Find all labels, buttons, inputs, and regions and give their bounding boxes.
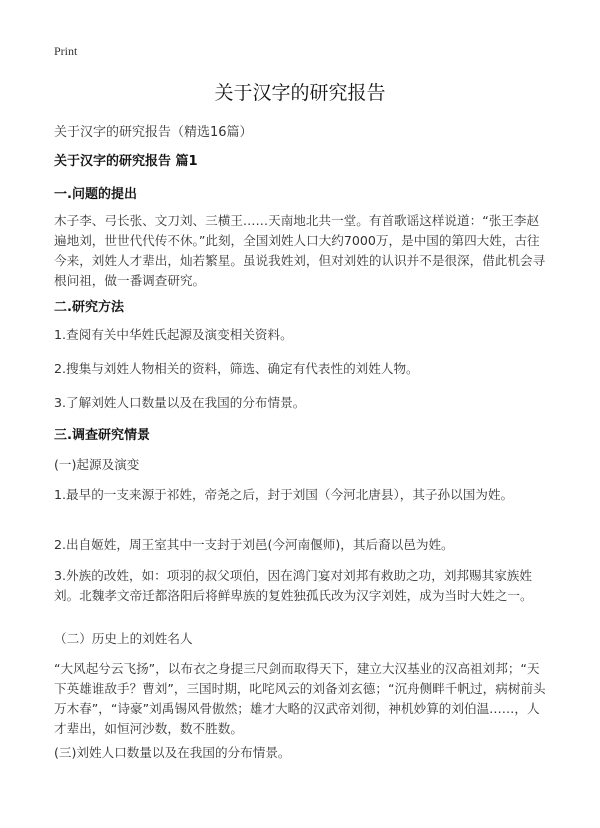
document-subtitle: 关于汉字的研究报告（精选16篇） — [54, 125, 253, 140]
origin-item-1: 1.最早的一支来源于祁姓，帝尧之后，封于刘国（今河北唐县），其子孙以国为姓。 — [54, 487, 514, 502]
page-title: 关于汉字的研究报告 — [214, 82, 386, 104]
method-item-1: 1.查阅有关中华姓氏起源及演变相关资料。 — [54, 327, 293, 342]
print-link[interactable]: Print — [54, 44, 78, 58]
section-paragraph-problem: 木子李、弓长张、文刀刘、三横王……天南地北共一堂。有首歌谣这样说道：“张王李赵遍地刘，世世代代传不休。”此刻，全国刘姓人口大约7000万，是中国的第四大姓，古往今来，刘姓人才辈出，灿若繁星。虽说我姓刘，但对刘姓的认识并不是很深，借此机会寻根问祖，做一番调查研究。 — [54, 213, 546, 288]
subsection-heading-origin: (一)起源及演变 — [54, 457, 140, 472]
subsection-heading-figures: （二）历史上的刘姓名人 — [54, 631, 193, 646]
method-item-2: 2.搜集与刘姓人物相关的资料，筛选、确定有代表性的刘姓人物。 — [54, 361, 419, 376]
method-item-3: 3.了解刘姓人口数量以及在我国的分布情景。 — [54, 395, 306, 410]
figures-paragraph: “大风起兮云飞扬”，以布衣之身提三尺剑而取得天下，建立大汉基业的汉高祖刘邦；“天下英雄谁敌手？曹刘”，三国时期，叱咤风云的刘备刘玄德；“沉舟侧畔千帆过，病树前头万木春”，“诗豪”刘禹锡风骨傲然；雄才大略的汉武帝刘彻，神机妙算的刘伯温……，人才辈出，如恒河沙数，数不胜数。 — [54, 661, 546, 736]
article-heading: 关于汉字的研究报告 篇1 — [54, 154, 198, 169]
section-heading-problem: 一.问题的提出 — [54, 187, 137, 202]
origin-item-2: 2.出自姬姓，周王室其中一支封于刘邑(今河南偃师)，其后裔以邑为姓。 — [54, 537, 454, 552]
subsection-heading-distribution: (三)刘姓人口数量以及在我国的分布情景。 — [54, 745, 291, 760]
section-heading-method: 二.研究方法 — [54, 300, 124, 315]
origin-item-3: 3.外族的改姓，如：项羽的叔父项伯，因在鸿门宴对刘邦有救助之功，刘邦赐其家族姓刘。北魏孝文帝迁都洛阳后将鲜卑族的复姓独孤氏改为汉字刘姓，成为当时大姓之一。 — [54, 568, 533, 603]
section-heading-survey: 三.调查研究情景 — [54, 428, 150, 443]
